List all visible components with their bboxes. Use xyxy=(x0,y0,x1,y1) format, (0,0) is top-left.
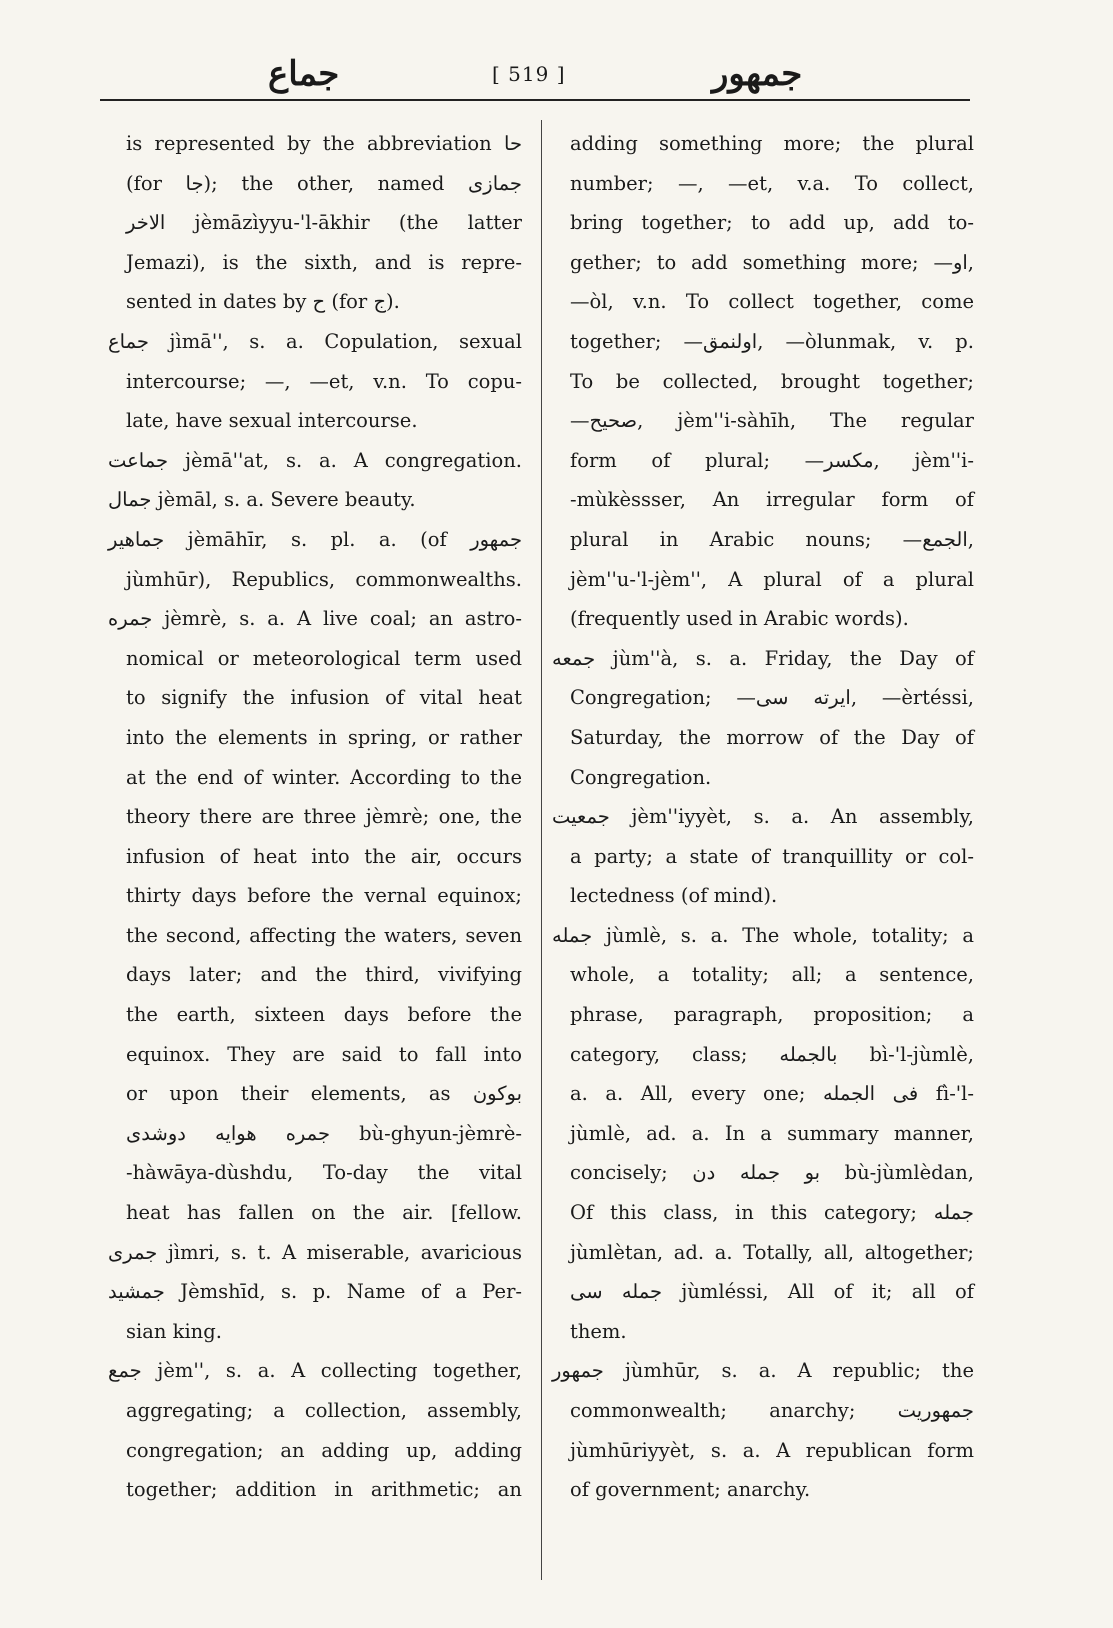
left-running-headword: جماع xyxy=(268,54,340,94)
entry-line: the second, affecting the waters, seven xyxy=(126,923,522,947)
entry-line: جمره هوایه دوشدی bù-ghyun-jèmrè- xyxy=(126,1121,522,1145)
entry-line: together; addition in arithmetic; an xyxy=(126,1478,522,1502)
entry-line: into the elements in spring, or rather xyxy=(126,725,522,749)
entry-line: Congregation; —ایرته سی, —èrtéssi, xyxy=(570,686,975,710)
entry-line: to signify the infusion of vital heat xyxy=(126,686,522,710)
page-header xyxy=(0,48,1113,104)
entry-line: commonwealth; anarchy; جمهوریت xyxy=(570,1399,974,1422)
entry-line: a. a. All, every one; فی الجمله fì-'l- xyxy=(570,1082,974,1106)
page-number: [ 519 ] xyxy=(492,62,566,86)
entry-line: الاخر jèmāzìyyu-'l-ākhir (the latter xyxy=(126,211,522,235)
entry-line: جمهور jùmhūr, s. a. A republic; the xyxy=(552,1359,974,1383)
entry-line: plural in Arabic nouns; —الجمع, xyxy=(570,527,974,551)
entry-line: is represented by the abbreviation حا xyxy=(126,132,522,155)
entry-line: جمری jìmri, s. t. A miserable, avaricious xyxy=(108,1240,522,1264)
entry-line: —òl, v.n. To collect together, come xyxy=(570,290,974,314)
entry-line: جمره jèmrè, s. a. A live coal; an astro- xyxy=(108,607,522,631)
entry-line: at the end of winter. According to the xyxy=(126,765,522,789)
entry-line: جمع jèm'', s. a. A collecting together, xyxy=(108,1359,522,1383)
entry-line: Congregation. xyxy=(570,765,712,789)
entry-line: adding something more; the plural xyxy=(570,132,974,155)
entry-line: together; —اولنمق, —òlunmak, v. p. xyxy=(570,329,974,353)
entry-line: -mùkèssser, An irregular form of xyxy=(570,488,974,512)
entry-line: nomical or meteorological term used xyxy=(126,646,522,670)
entry-line: whole, a totality; all; a sentence, xyxy=(570,963,974,987)
entry-line: concisely; بو جمله دن bù-jùmlèdan, xyxy=(570,1161,974,1185)
entry-line: them. xyxy=(570,1319,627,1343)
entry-line: Of this class, in this category; جمله xyxy=(570,1201,974,1225)
entry-line: jùmlè, ad. a. In a summary manner, xyxy=(570,1121,974,1145)
entry-line: Saturday, the morrow of the Day of xyxy=(570,725,974,749)
right-column xyxy=(552,124,975,1510)
entry-line: جمله jùmlè, s. a. The whole, totality; a xyxy=(552,923,974,947)
entry-line: جماع jìmā'', s. a. Copulation, sexual xyxy=(108,329,522,353)
entry-line: sented in dates by ح (for ج). xyxy=(126,290,400,314)
entry-line: jèm''u-'l-jèm'', A plural of a plural xyxy=(570,567,974,591)
entry-line: sian king. xyxy=(126,1319,222,1343)
entry-line: jùmlètan, ad. a. Totally, all, altogether; xyxy=(570,1240,974,1264)
left-column xyxy=(108,124,522,1510)
entry-line: equinox. They are said to fall into xyxy=(126,1042,522,1066)
entry-line: intercourse; —, —et, v.n. To copu- xyxy=(126,369,522,393)
entry-line: جمله سی jùmléssi, All of it; all of xyxy=(570,1280,974,1304)
entry-line: To be collected, brought together; xyxy=(570,369,974,393)
entry-line: جمال jèmāl, s. a. Severe beauty. xyxy=(108,488,416,512)
entry-line: or upon their elements, as بوکون xyxy=(126,1082,522,1106)
entry-line: gether; to add something more; —او, xyxy=(570,250,974,274)
entry-line: heat has fallen on the air. [fellow. xyxy=(126,1201,522,1225)
entry-line: thirty days before the vernal equinox; xyxy=(126,884,522,908)
entry-line: جمعه jùm''à, s. a. Friday, the Day of xyxy=(552,646,974,670)
entry-line: جماهیر jèmāhīr, s. pl. a. (of جمهور xyxy=(108,527,522,551)
entry-line: days later; and the third, vivifying xyxy=(126,963,522,987)
entry-line: theory there are three jèmrè; one, the xyxy=(126,805,522,829)
entry-line: of government; anarchy. xyxy=(570,1478,811,1502)
column-divider xyxy=(541,120,542,1580)
entry-line: (frequently used in Arabic words). xyxy=(570,607,909,631)
header-rule xyxy=(100,99,970,101)
entry-line: congregation; an adding up, adding xyxy=(126,1438,522,1462)
entry-line: -hàwāya-dùshdu, To-day the vital xyxy=(126,1161,522,1185)
entry-line: late, have sexual intercourse. xyxy=(126,409,418,433)
right-running-headword: جمهور xyxy=(712,54,803,94)
entry-line: جماعت jèmā''at, s. a. A congregation. xyxy=(108,448,522,472)
entry-line: Jemazi), is the sixth, and is repre- xyxy=(126,250,522,274)
entry-line: (for جا); the other, named جمازی xyxy=(126,171,522,195)
entry-line: category, class; بالجمله bì-'l-jùmlè, xyxy=(570,1042,975,1066)
entry-line: lectedness (of mind). xyxy=(570,884,778,908)
entry-line: جمعیت jèm''iyyèt, s. a. An assembly, xyxy=(552,805,974,829)
entry-line: —صحیح, jèm''i-sàhīh, The regular xyxy=(570,409,974,433)
entry-line: infusion of heat into the air, occurs xyxy=(126,844,522,868)
entry-line: a party; a state of tranquillity or col- xyxy=(570,844,974,868)
entry-line: number; —, —et, v.a. To collect, xyxy=(570,171,974,195)
entry-line: جمشید Jèmshīd, s. p. Name of a Per- xyxy=(108,1280,522,1304)
entry-line: aggregating; a collection, assembly, xyxy=(126,1399,522,1422)
entry-line: phrase, paragraph, proposition; a xyxy=(570,1003,974,1027)
entry-line: jùmhūriyyèt, s. a. A republican form xyxy=(570,1438,974,1462)
entry-line: bring together; to add up, add to- xyxy=(570,211,974,235)
entry-line: form of plural; —مکسر, jèm''i- xyxy=(570,448,974,472)
entry-line: jùmhūr), Republics, commonwealths. xyxy=(126,567,522,591)
entry-line: the earth, sixteen days before the xyxy=(126,1003,522,1027)
